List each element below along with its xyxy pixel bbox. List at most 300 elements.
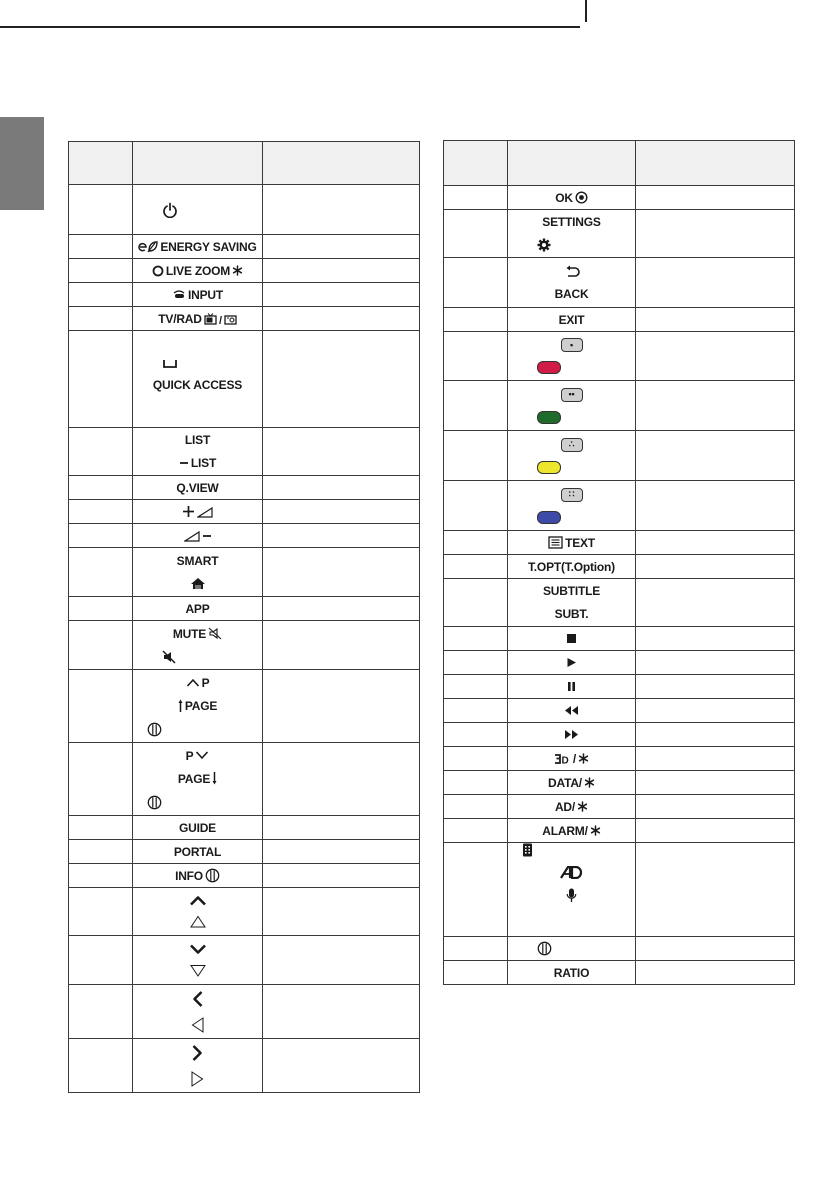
number-cell — [69, 816, 133, 840]
number-cell — [444, 699, 508, 723]
key-label: INPUT — [187, 287, 223, 302]
table-row — [444, 481, 795, 531]
description-cell — [263, 331, 420, 428]
table-row — [69, 331, 420, 428]
number-cell — [444, 651, 508, 675]
key-cell — [133, 840, 263, 864]
table-row — [444, 579, 795, 627]
remote-icon — [522, 843, 533, 857]
key-cell — [508, 651, 636, 675]
key-label: LIVE ZOOM — [165, 263, 231, 278]
key-cell — [133, 864, 263, 888]
key-label: DATA/ — [548, 775, 582, 790]
blue-button-icon — [537, 511, 561, 524]
table-row — [69, 476, 420, 500]
key-label: Q.VIEW — [176, 480, 219, 495]
number-cell — [69, 985, 133, 1039]
key-label: APP — [185, 601, 210, 616]
description-cell — [636, 308, 795, 332]
key-label: EXIT — [558, 312, 585, 327]
key-line — [133, 650, 262, 664]
svg-text:D: D — [561, 755, 569, 765]
key-cell — [133, 500, 263, 524]
key-label: SUBTITLE — [542, 584, 601, 598]
description-cell — [263, 185, 420, 235]
table-row — [444, 771, 795, 795]
description-cell — [263, 283, 420, 307]
key-line — [508, 657, 635, 668]
key-line — [133, 505, 262, 518]
key-cell — [508, 627, 636, 651]
description-cell — [636, 675, 795, 699]
chevron-down-icon — [189, 944, 207, 955]
description-cell — [263, 864, 420, 888]
key-cell — [133, 428, 263, 476]
description-cell — [636, 723, 795, 747]
table-row — [69, 259, 420, 283]
table-row — [444, 627, 795, 651]
key-cell — [508, 481, 636, 531]
key-line — [508, 361, 635, 374]
key-cell — [508, 332, 636, 381]
play-icon — [566, 657, 577, 668]
key-line — [133, 795, 262, 810]
key-cell — [133, 476, 263, 500]
description-cell — [263, 743, 420, 816]
key-label: TEXT — [565, 535, 595, 550]
key-label: SMART — [176, 554, 219, 568]
key-cell — [133, 1039, 263, 1093]
description-cell — [263, 985, 420, 1039]
triangle-down-icon — [190, 964, 206, 977]
description-cell — [263, 816, 420, 840]
key-cell — [133, 331, 263, 428]
key-cell — [508, 819, 636, 843]
tv-icon — [204, 313, 217, 325]
key-line — [508, 488, 635, 502]
gray-button-1-icon: • — [561, 338, 583, 352]
chevron-up-icon — [189, 895, 207, 906]
fast-forward-icon — [564, 729, 579, 740]
asterisk-icon — [578, 753, 589, 764]
key-line — [133, 554, 262, 568]
number-cell — [444, 258, 508, 308]
number-cell — [69, 428, 133, 476]
key-cell — [508, 258, 636, 308]
key-label: T.OPT(T.Option) — [528, 559, 615, 574]
key-line — [508, 191, 635, 205]
number-cell — [444, 627, 508, 651]
key-line — [133, 312, 262, 326]
key-cell — [133, 548, 263, 597]
key-line — [508, 338, 635, 352]
key-cell — [133, 670, 263, 743]
key-line — [508, 705, 635, 716]
header-cell — [444, 141, 508, 186]
description-cell — [636, 843, 795, 937]
description-cell — [263, 621, 420, 670]
key-cell — [508, 186, 636, 210]
header-cell — [133, 142, 263, 185]
yellow-button-icon — [537, 461, 561, 474]
table-row — [444, 210, 795, 258]
number-cell — [69, 597, 133, 621]
key-cell — [133, 936, 263, 985]
table-row — [69, 1039, 420, 1093]
mute-icon — [162, 650, 176, 664]
key-line — [133, 868, 262, 883]
key-line — [133, 944, 262, 955]
table-row — [69, 524, 420, 548]
info-circle-icon — [205, 868, 220, 883]
number-cell — [444, 771, 508, 795]
description-cell — [263, 476, 420, 500]
key-line — [133, 749, 262, 763]
key-cell — [133, 743, 263, 816]
key-cell — [133, 185, 263, 235]
key-line — [133, 240, 262, 254]
key-label: RATIO — [553, 965, 590, 980]
number-cell — [69, 283, 133, 307]
circle-icon — [152, 265, 164, 277]
key-cell — [133, 524, 263, 548]
number-cell — [444, 937, 508, 961]
description-cell — [636, 481, 795, 531]
key-line — [508, 941, 635, 956]
number-cell — [69, 1039, 133, 1093]
table-row — [69, 621, 420, 670]
table-row — [444, 843, 795, 937]
number-cell — [69, 936, 133, 985]
number-cell — [444, 723, 508, 747]
key-cell — [508, 531, 636, 555]
red-button-icon — [537, 361, 561, 374]
caret-down-icon — [195, 751, 209, 760]
key-line — [508, 238, 635, 252]
key-label: INFO — [175, 868, 203, 883]
number-cell — [69, 621, 133, 670]
description-cell — [263, 259, 420, 283]
description-cell — [636, 579, 795, 627]
key-line — [133, 378, 262, 392]
chevron-left-icon — [192, 990, 203, 1008]
key-label: / — [572, 751, 577, 766]
key-line — [133, 699, 262, 713]
number-cell — [444, 675, 508, 699]
key-label: LIST — [190, 456, 217, 470]
table-row — [69, 283, 420, 307]
gray-button-4-icon: ∷ — [561, 488, 583, 502]
key-line — [133, 577, 262, 590]
number-cell — [69, 524, 133, 548]
table-row — [69, 816, 420, 840]
key-label: SETTINGS — [542, 215, 601, 229]
number-cell — [69, 840, 133, 864]
key-line — [508, 287, 635, 301]
number-cell — [69, 476, 133, 500]
radio-icon — [219, 313, 237, 325]
key-label: PORTAL — [173, 844, 222, 859]
table-row — [69, 428, 420, 476]
crop-marks — [0, 0, 839, 30]
key-cell — [508, 675, 636, 699]
key-line — [133, 456, 262, 470]
triangle-up-icon — [190, 915, 206, 928]
asterisk-icon — [590, 825, 601, 836]
number-cell — [444, 210, 508, 258]
key-cell — [508, 555, 636, 579]
key-cell — [133, 621, 263, 670]
volume-icon — [197, 506, 213, 518]
description-cell — [263, 548, 420, 597]
key-cell — [508, 747, 636, 771]
info-circle-icon — [147, 722, 162, 737]
key-label: OK — [555, 190, 573, 205]
key-cell — [133, 985, 263, 1039]
table-row — [69, 307, 420, 331]
description-cell — [636, 795, 795, 819]
table-row — [444, 747, 795, 771]
key-line — [133, 821, 262, 835]
crop-line-horizontal — [0, 26, 580, 28]
table-row — [69, 888, 420, 936]
key-line — [133, 602, 262, 616]
key-label: PAGE — [177, 771, 211, 786]
home-icon — [190, 577, 206, 590]
key-line — [133, 264, 262, 278]
description-cell — [263, 670, 420, 743]
description-cell — [636, 210, 795, 258]
description-cell — [263, 307, 420, 331]
remote-key-table-left — [68, 141, 420, 1093]
mute-outline-icon — [208, 627, 222, 640]
number-cell — [444, 843, 508, 937]
key-cell — [508, 210, 636, 258]
description-cell — [636, 937, 795, 961]
table-row — [69, 185, 420, 235]
number-cell — [444, 332, 508, 381]
page-down-icon — [212, 772, 217, 785]
gray-button-3-icon: ∴ — [561, 438, 583, 452]
key-line — [133, 915, 262, 928]
input-icon — [172, 289, 186, 301]
table-row — [444, 258, 795, 308]
key-line — [508, 560, 635, 574]
key-line — [133, 990, 262, 1008]
description-cell — [636, 771, 795, 795]
key-line — [133, 676, 262, 690]
description-cell — [636, 819, 795, 843]
description-cell — [263, 500, 420, 524]
table-row — [444, 723, 795, 747]
key-line — [133, 964, 262, 977]
table-row — [69, 840, 420, 864]
header-cell — [263, 142, 420, 185]
table-row — [444, 531, 795, 555]
description-cell — [263, 524, 420, 548]
volume-icon — [184, 530, 200, 542]
asterisk-icon — [232, 265, 243, 276]
key-cell — [508, 579, 636, 627]
table-row — [69, 936, 420, 985]
description-cell — [636, 651, 795, 675]
plus-icon — [182, 505, 195, 518]
description-cell — [263, 235, 420, 259]
audio-description-icon — [560, 866, 584, 879]
space-icon — [162, 359, 178, 369]
table-row — [69, 597, 420, 621]
key-line — [508, 824, 635, 838]
key-cell — [508, 431, 636, 481]
number-cell — [444, 531, 508, 555]
green-button-icon — [537, 411, 561, 424]
key-cell — [508, 699, 636, 723]
number-cell — [69, 864, 133, 888]
table-row — [69, 548, 420, 597]
rewind-icon — [564, 705, 579, 716]
key-label: SUBT. — [554, 607, 589, 621]
key-label: ALARM/ — [542, 823, 588, 838]
key-line — [508, 888, 635, 903]
key-line — [508, 511, 635, 524]
key-line — [508, 438, 635, 452]
number-cell — [444, 186, 508, 210]
chevron-right-icon — [192, 1044, 203, 1062]
key-cell — [508, 723, 636, 747]
key-cell — [133, 816, 263, 840]
key-line — [133, 288, 262, 302]
description-cell — [263, 1039, 420, 1093]
back-icon — [564, 265, 580, 278]
number-cell — [69, 888, 133, 936]
description-cell — [636, 961, 795, 985]
key-line — [508, 843, 635, 857]
key-cell — [133, 597, 263, 621]
language-tab — [0, 117, 44, 210]
header-cell — [636, 141, 795, 186]
number-cell — [444, 555, 508, 579]
key-cell — [508, 381, 636, 431]
description-cell — [636, 186, 795, 210]
page-up-icon — [178, 699, 183, 712]
table-row — [444, 699, 795, 723]
key-cell — [508, 771, 636, 795]
table-row — [69, 985, 420, 1039]
key-line — [508, 633, 635, 644]
key-line — [508, 681, 635, 692]
key-line — [508, 313, 635, 327]
key-line — [133, 1044, 262, 1062]
key-line — [133, 845, 262, 859]
table-row — [444, 675, 795, 699]
text-icon — [548, 536, 563, 549]
number-cell — [444, 431, 508, 481]
key-line — [133, 359, 262, 369]
key-line — [508, 461, 635, 474]
number-cell — [444, 381, 508, 431]
description-cell — [263, 936, 420, 985]
key-cell — [508, 961, 636, 985]
stop-icon — [566, 633, 577, 644]
key-line — [508, 607, 635, 621]
table-row — [69, 235, 420, 259]
key-cell — [508, 843, 636, 937]
key-cell — [133, 283, 263, 307]
table-header-row — [444, 141, 795, 186]
header-cell — [69, 142, 133, 185]
number-cell — [444, 819, 508, 843]
key-line — [508, 752, 635, 766]
pause-icon — [567, 681, 576, 692]
key-line — [133, 772, 262, 786]
caret-up-icon — [186, 678, 200, 687]
description-cell — [636, 531, 795, 555]
3d-icon — [554, 753, 571, 765]
key-line — [508, 866, 635, 879]
key-line — [133, 1017, 262, 1033]
number-cell — [69, 259, 133, 283]
number-cell — [69, 331, 133, 428]
power-icon — [162, 202, 178, 218]
description-cell — [263, 840, 420, 864]
key-line — [133, 895, 262, 906]
key-cell — [133, 235, 263, 259]
description-cell — [636, 381, 795, 431]
number-cell — [69, 185, 133, 235]
key-cell — [133, 888, 263, 936]
key-line — [133, 481, 262, 495]
key-line — [508, 729, 635, 740]
number-cell — [69, 500, 133, 524]
minus-icon — [179, 460, 189, 466]
key-line — [133, 202, 262, 218]
number-cell — [444, 579, 508, 627]
number-cell — [69, 307, 133, 331]
key-cell — [508, 795, 636, 819]
key-cell — [133, 307, 263, 331]
table-row — [444, 555, 795, 579]
key-line — [508, 584, 635, 598]
key-line — [133, 627, 262, 641]
energy-saving-icon — [138, 240, 158, 253]
key-line — [133, 722, 262, 737]
description-cell — [263, 597, 420, 621]
key-label: P — [185, 748, 194, 763]
description-cell — [263, 428, 420, 476]
key-label: MUTE — [172, 626, 207, 641]
table-header-row — [69, 142, 420, 185]
table-row — [444, 651, 795, 675]
description-cell — [636, 627, 795, 651]
key-label: BACK — [554, 286, 589, 301]
number-cell — [69, 235, 133, 259]
triangle-left-icon — [191, 1017, 204, 1033]
key-label: ENERGY SAVING — [160, 239, 257, 254]
key-line — [508, 800, 635, 814]
key-line — [508, 536, 635, 550]
gray-button-2-icon: •• — [561, 388, 583, 402]
gear-icon — [537, 238, 551, 252]
table-row — [69, 864, 420, 888]
number-cell — [444, 961, 508, 985]
asterisk-icon — [577, 801, 588, 812]
key-line — [133, 1071, 262, 1087]
number-cell — [69, 743, 133, 816]
table-row — [444, 795, 795, 819]
table-row — [444, 332, 795, 381]
key-line — [508, 966, 635, 980]
key-cell — [508, 937, 636, 961]
